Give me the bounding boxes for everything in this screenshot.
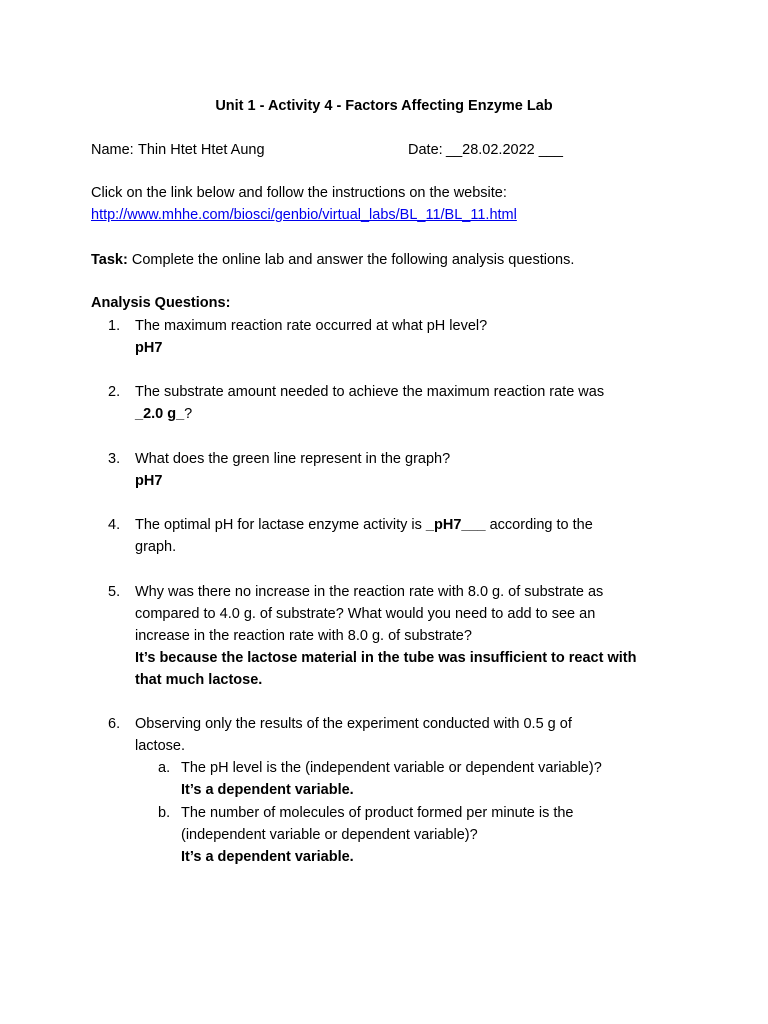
task-text: Complete the online lab and answer the following analysis questions. (127, 252, 575, 268)
name-label: Name: (91, 142, 134, 158)
question-text: according to the (485, 517, 593, 533)
task-line (91, 250, 574, 270)
question-text: Observing only the results of the experiment conducted with 0.5 g of (135, 716, 572, 732)
question-text: increase in the reaction rate with 8.0 g. of substrate? (135, 628, 472, 644)
answer-text: _pH7___ (425, 517, 486, 533)
question-text: What does the green line represent in the graph? (135, 451, 451, 467)
sub-question-letter: a. (158, 760, 171, 776)
question-text: lactose. (135, 738, 185, 754)
answer-text: _2.0 g_ (135, 406, 185, 422)
question-text: The number of molecules of product formed per minute is the (181, 805, 574, 821)
question-text: The maximum reaction rate occurred at what pH level? (135, 318, 488, 334)
name-value: Thin Htet Htet Aung (138, 142, 265, 158)
answer-text: that much lactose. (135, 672, 263, 688)
question-number: 5. (108, 584, 121, 600)
question-number: 1. (108, 318, 121, 334)
inline-answer-line (135, 404, 192, 424)
question-number: 3. (108, 451, 121, 467)
question-number: 2. (108, 384, 121, 400)
question-text: The pH level is the (independent variable or dependent variable)? (181, 760, 602, 776)
question-text: ? (184, 406, 193, 422)
instructions-text: Click on the link below and follow the instructions on the website: (91, 185, 507, 201)
date-value: __28.02.2022 ___ (446, 142, 563, 158)
answer-text: It’s because the lactose material in the tube was insufficient to react with (135, 650, 637, 666)
document-title: Unit 1 - Activity 4 - Factors Affecting Enzyme Lab (215, 98, 553, 114)
answer-text: pH7 (135, 340, 163, 356)
question-text: graph. (135, 539, 177, 555)
date-label: Date: (408, 142, 443, 158)
question-text: (independent variable or dependent variable)? (181, 827, 478, 843)
question-text: The optimal pH for lactase enzyme activity is (135, 517, 426, 533)
inline-answer-line (135, 515, 593, 535)
analysis-heading: Analysis Questions: (91, 295, 231, 311)
question-text: compared to 4.0 g. of substrate? What would you need to add to see an (135, 606, 596, 622)
question-text: Why was there no increase in the reaction rate with 8.0 g. of substrate as (135, 584, 604, 600)
task-label: Task: (91, 252, 128, 268)
answer-text: It’s a dependent variable. (181, 782, 354, 798)
virtual-lab-link[interactable]: http://www.mhhe.com/biosci/genbio/virtual_labs/BL_11/BL_11.html (91, 207, 517, 223)
sub-question-letter: b. (158, 805, 171, 821)
question-number: 4. (108, 517, 121, 533)
answer-text: It’s a dependent variable. (181, 849, 354, 865)
question-number: 6. (108, 716, 121, 732)
question-text: The substrate amount needed to achieve the maximum reaction rate was (135, 384, 605, 400)
answer-text: pH7 (135, 473, 163, 489)
